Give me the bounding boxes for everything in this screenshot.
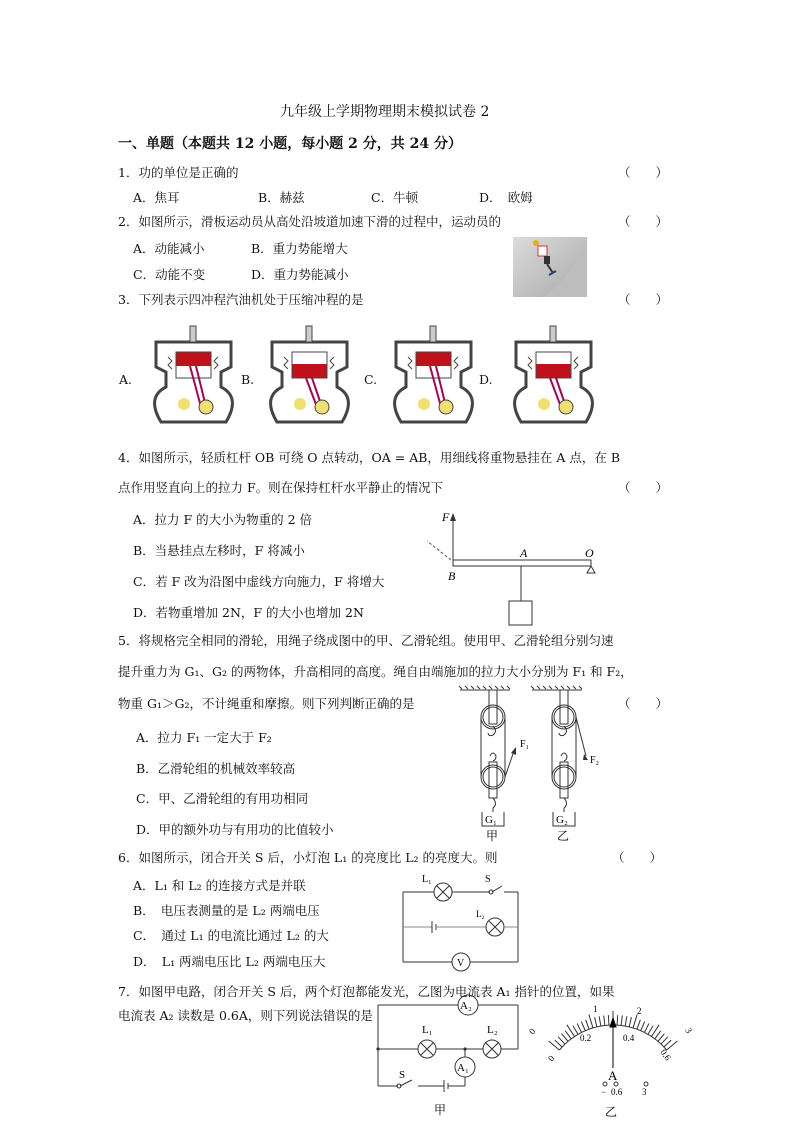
option: B. (241, 372, 255, 387)
option: D． L₁ 两端电压比 L₂ 两端电压大 (133, 954, 326, 969)
question-2-stem: 2．如图所示，滑板运动员从高处沿坡道加速下滑的过程中，运动员的 (118, 214, 501, 229)
label-L1: L₁ (422, 1024, 433, 1036)
option: A．拉力 F 的大小为物重的 2 倍 (133, 512, 313, 527)
circuit-diagram-q6 (400, 870, 530, 975)
option: A．动能减小 (133, 241, 205, 256)
dial-tick (562, 1034, 568, 1042)
dial-tick (644, 1024, 648, 1033)
label-L1: L₁ (422, 874, 432, 885)
option: D． 欧姆 (479, 190, 533, 205)
label-O: O (585, 546, 594, 560)
question-4-stem-line: 点作用竖直向上的拉力 F。则在保持杠杆水平静止的情况下 (118, 480, 444, 495)
option: B．赫兹 (258, 190, 305, 205)
answer-paren: （ ） (618, 165, 669, 180)
question-3-stem: 3．下列表示四冲程汽油机处于压缩冲程的是 (118, 292, 364, 307)
option: B．乙滑轮组的机械效率较高 (136, 761, 296, 776)
lever-diagram (415, 505, 605, 630)
label-L2: L₂ (487, 1024, 498, 1036)
option: A．焦耳 (133, 190, 180, 205)
label-A2: A₂ (460, 1000, 472, 1012)
question-1-stem: 1．功的单位是正确的 (118, 165, 239, 180)
outer-tick-0: 0 (526, 1026, 538, 1037)
dial-tick (648, 1026, 653, 1035)
dial-tick (565, 1031, 571, 1039)
dial-tick (633, 1015, 637, 1028)
skater-photo (513, 237, 587, 297)
option: A．L₁ 和 L₂ 的连接方式是并联 (133, 878, 306, 893)
option: B．重力势能增大 (251, 241, 348, 256)
option: D．甲的额外功与有用功的比值较小 (136, 822, 334, 837)
dial-tick (637, 1020, 640, 1029)
question-5-stem-line: 提升重力为 G₁、G₂ 的两物体，升高相同的高度。绳自由端施加的拉力大小分别为 F₁ 和 F₂， (118, 664, 633, 679)
label-G2: G₂ (556, 814, 568, 826)
engine-cylinder-icon (515, 326, 593, 422)
terminal-icon (644, 1082, 648, 1086)
label-G1: G₁ (485, 814, 497, 826)
engine-cylinder-icon (155, 326, 233, 422)
dial-tick (658, 1034, 664, 1042)
terminal-minus: − (601, 1087, 607, 1097)
option: D．若物重增加 2N，F 的大小也增加 2N (133, 605, 364, 620)
option: C． 通过 L₁ 的电流比通过 L₂ 的大 (133, 928, 329, 943)
label-F2: F₂ (590, 755, 600, 766)
ammeter-label: 乙 (605, 1105, 618, 1119)
dial-tick (604, 1016, 605, 1026)
option: A. (119, 372, 133, 387)
dial-tick (664, 1040, 671, 1047)
dial-tick (641, 1022, 645, 1031)
answer-paren: （ ） (618, 214, 669, 229)
option: C．牛顿 (371, 190, 419, 205)
terminal-icon (603, 1082, 607, 1086)
inner-tick-0: 0 (545, 1053, 557, 1064)
circuit-diagram-jia (372, 1000, 522, 1120)
outer-tick-1: 1 (593, 1004, 598, 1014)
page-title: 九年级上学期物理期末模拟试卷 2 (280, 104, 490, 120)
option: C．动能不变 (133, 267, 206, 282)
section-heading: 一、单题（本题共 12 小题，每小题 2 分，共 24 分） (118, 136, 462, 152)
option: D. (479, 372, 493, 387)
outer-tick-3: 3 (683, 1026, 695, 1035)
inner-tick-0.6: 0.6 (658, 1047, 674, 1063)
option: B． 电压表测量的是 L₂ 两端电压 (133, 903, 320, 918)
engine-diagrams (146, 322, 616, 437)
answer-paren: （ ） (618, 292, 669, 307)
dial-tick (577, 1024, 581, 1033)
dial-tick (586, 1020, 589, 1029)
answer-paren: （ ） (612, 850, 663, 865)
label-jia: 甲 (434, 1103, 447, 1117)
label-B: B (448, 569, 456, 583)
ammeter-dial (525, 1000, 700, 1120)
label-A1: A₁ (457, 1062, 469, 1074)
label-S: S (399, 1069, 406, 1081)
dial-tick (555, 1040, 562, 1047)
label-yi: 乙 (557, 829, 570, 843)
label-A: A (520, 546, 528, 560)
dial-tick (595, 1017, 597, 1027)
option: A．拉力 F₁ 一定大于 F₂ (136, 730, 272, 745)
dial-tick (608, 1015, 609, 1025)
engine-cylinder-icon (395, 326, 473, 422)
question-5-stem-line: 5．将规格完全相同的滑轮，用绳子绕成图中的甲、乙滑轮组。使用甲、乙滑轮组分别匀速 (118, 633, 614, 648)
dial-tick (629, 1017, 631, 1027)
dial-tick (625, 1016, 627, 1026)
dial-tick (589, 1015, 593, 1028)
question-4-stem-line: 4．如图所示，轻质杠杆 OB 可绕 O 点转动，OA = AB，用细线将重物悬挂在 A 点，在 B (118, 450, 621, 465)
option: D．重力势能减小 (251, 267, 349, 282)
engine-cylinder-icon (271, 326, 349, 422)
inner-tick-0.4: 0.4 (623, 1033, 635, 1043)
label-jia: 甲 (486, 829, 499, 843)
dial-tick (573, 1026, 578, 1035)
label-V: V (457, 958, 465, 969)
option: B．当悬挂点左移时，F 将减小 (133, 543, 305, 558)
option: C. (364, 372, 378, 387)
outer-tick-2: 2 (637, 1006, 642, 1016)
terminal-0.6: 0.6 (611, 1087, 623, 1097)
question-7-stem-line: 电流表 A₂ 读数是 0.6A，则下列说法错误的是 (118, 1008, 373, 1023)
pulley-diagram (458, 686, 608, 856)
dial-tick (558, 1037, 565, 1044)
question-6-stem: 6．如图所示，闭合开关 S 后，小灯泡 L₁ 的亮度比 L₂ 的亮度大。则 (118, 850, 498, 865)
question-7-stem-line: 7．如图甲电路，闭合开关 S 后，两个灯泡都能发光，乙图为电流表 A₁ 指针的位置，如果 (118, 984, 615, 999)
option: C．若 F 改为沿图中虚线方向施力，F 将增大 (133, 574, 385, 589)
label-F1: F₁ (520, 739, 530, 750)
dial-tick (661, 1037, 668, 1044)
dial-tick (655, 1031, 661, 1039)
dial-tick (581, 1022, 585, 1031)
answer-paren: （ ） (618, 696, 669, 711)
label-F: F (442, 510, 450, 524)
answer-paren: （ ） (618, 480, 669, 495)
dial-needle (610, 1018, 616, 1068)
dial-tick (599, 1016, 601, 1026)
dial-tick (621, 1016, 622, 1026)
dial-tick (617, 1015, 618, 1025)
ammeter-unit: A (608, 1068, 618, 1083)
question-5-stem-line: 物重 G₁＞G₂，不计绳重和摩擦。则下列判断正确的是 (118, 696, 415, 711)
terminal-3: 3 (642, 1087, 647, 1097)
label-S: S (485, 874, 491, 885)
inner-tick-0.2: 0.2 (580, 1033, 592, 1043)
label-L2: L₂ (476, 909, 485, 919)
option: C．甲、乙滑轮组的有用功相同 (136, 791, 309, 806)
